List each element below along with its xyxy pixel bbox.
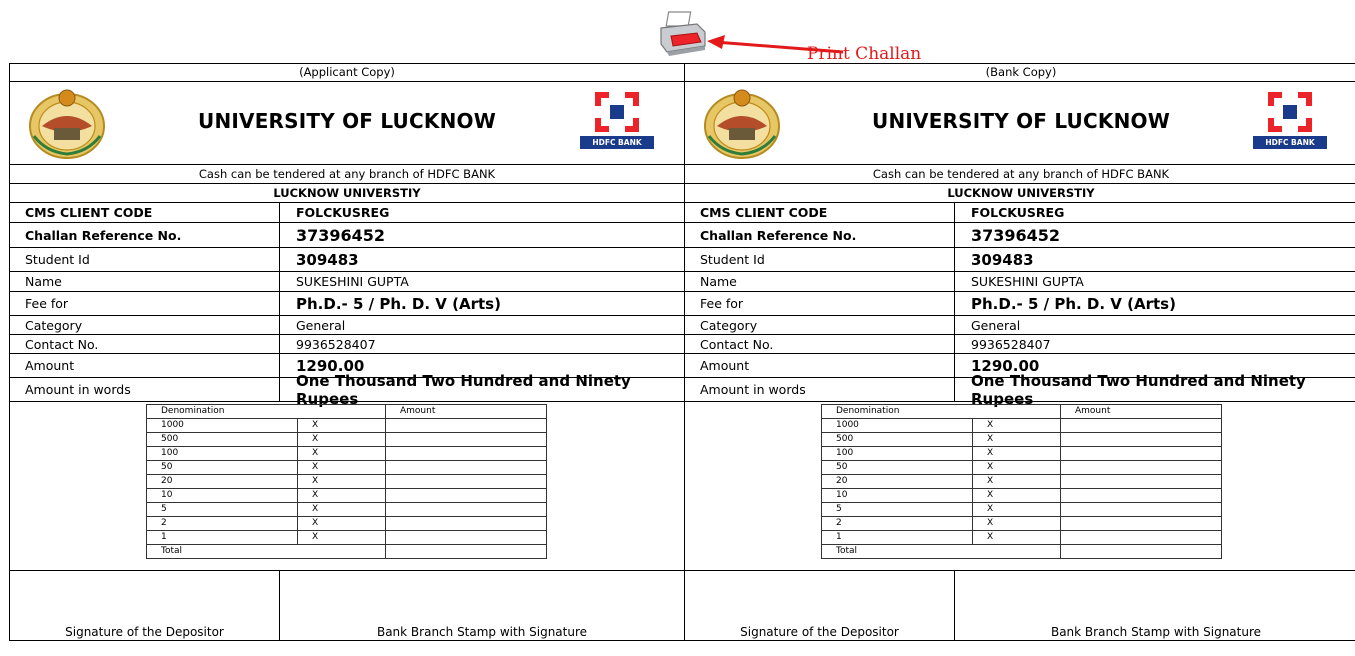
multiply-sign: X — [298, 531, 386, 545]
multiply-sign: X — [973, 447, 1061, 461]
signature-row — [685, 571, 1355, 641]
challan-label: Challan Reference No. — [685, 223, 955, 247]
challan-value: 37396452 — [296, 225, 386, 245]
denomination-header: Denomination — [147, 405, 386, 419]
fee-value: Ph.D.- 5 / Ph. D. V (Arts) — [296, 294, 501, 313]
denom-value: 1 — [147, 531, 298, 545]
denom-value: 1000 — [147, 419, 298, 433]
name-row — [10, 272, 684, 292]
multiply-sign: X — [973, 489, 1061, 503]
amount-header: Amount — [1061, 405, 1222, 419]
table-row — [822, 405, 1222, 419]
hdfc-logo-icon — [595, 92, 639, 132]
copy-caption: (Applicant Copy) — [10, 64, 684, 82]
cms-label: CMS CLIENT CODE — [685, 203, 955, 222]
words-value: One Thousand Two Hundred and Ninety Rupees — [296, 371, 631, 408]
hdfc-logo — [1253, 92, 1327, 150]
bank-copy — [684, 63, 1355, 641]
depositor-signature: Signature of the Depositor — [685, 571, 955, 641]
denom-value: 50 — [822, 461, 973, 475]
name-value: SUKESHINI GUPTA — [296, 274, 409, 289]
amount-cell — [1061, 503, 1222, 517]
amount-cell — [1061, 517, 1222, 531]
category-row — [10, 316, 684, 335]
challan-header — [10, 82, 684, 165]
amount-cell — [386, 503, 547, 517]
amount-cell — [1061, 419, 1222, 433]
multiply-sign: X — [973, 419, 1061, 433]
applicant-copy — [9, 63, 684, 641]
multiply-sign: X — [298, 503, 386, 517]
print-challan-area — [655, 8, 922, 66]
total-label: Total — [822, 545, 1061, 559]
denom-value: 500 — [822, 433, 973, 447]
table-row — [147, 433, 547, 447]
printer-icon[interactable] — [657, 10, 707, 56]
amount-cell — [386, 531, 547, 545]
university-subtitle: LUCKNOW UNIVERSTIY — [10, 184, 684, 203]
hdfc-logo-icon — [1268, 92, 1312, 132]
amount-cell — [1061, 461, 1222, 475]
copy-caption: (Bank Copy) — [685, 64, 1355, 82]
category-label: Category — [10, 316, 280, 334]
fee-label: Fee for — [685, 292, 955, 315]
cms-label: CMS CLIENT CODE — [10, 203, 280, 222]
table-row — [147, 461, 547, 475]
contact-value: 9936528407 — [971, 336, 1051, 352]
table-row — [822, 461, 1222, 475]
signature-row — [10, 571, 684, 641]
category-label: Category — [685, 316, 955, 334]
multiply-sign: X — [973, 461, 1061, 475]
denom-value: 5 — [822, 503, 973, 517]
amount-label: Amount — [685, 354, 955, 377]
university-subtitle: LUCKNOW UNIVERSTIY — [685, 184, 1355, 203]
denom-value: 10 — [147, 489, 298, 503]
denomination-area — [685, 402, 1355, 571]
total-amount-cell — [1061, 545, 1222, 559]
university-title: UNIVERSITY OF LUCKNOW — [872, 109, 1170, 133]
amount-cell — [386, 447, 547, 461]
category-value: General — [296, 317, 346, 333]
multiply-sign: X — [298, 475, 386, 489]
bank-stamp-signature: Bank Branch Stamp with Signature — [376, 625, 588, 639]
student-value: 309483 — [971, 250, 1034, 269]
contact-row — [10, 335, 684, 354]
amount-cell — [1061, 447, 1222, 461]
contact-label: Contact No. — [10, 335, 280, 353]
contact-row — [685, 335, 1355, 354]
multiply-sign: X — [973, 433, 1061, 447]
denom-value: 2 — [822, 517, 973, 531]
denom-value: 1000 — [822, 419, 973, 433]
tender-note: Cash can be tendered at any branch of HDFC BANK — [685, 165, 1355, 184]
multiply-sign: X — [298, 489, 386, 503]
denomination-table — [146, 404, 547, 559]
words-row — [685, 371, 1355, 408]
table-row — [147, 489, 547, 503]
table-row — [822, 433, 1222, 447]
hdfc-bank-label: HDFC BANK — [580, 136, 654, 149]
denom-value: 500 — [147, 433, 298, 447]
student-row — [10, 248, 684, 272]
amount-cell — [386, 489, 547, 503]
fee-value: Ph.D.- 5 / Ph. D. V (Arts) — [971, 294, 1176, 313]
denom-value: 2 — [147, 517, 298, 531]
amount-cell — [1061, 475, 1222, 489]
fee-label: Fee for — [10, 292, 280, 315]
category-row — [685, 316, 1355, 335]
table-row — [147, 475, 547, 489]
contact-label: Contact No. — [685, 335, 955, 353]
total-amount-cell — [386, 545, 547, 559]
fee-row — [10, 292, 684, 316]
name-label: Name — [685, 272, 955, 291]
table-row — [822, 489, 1222, 503]
amount-value: 1290.00 — [971, 356, 1040, 375]
multiply-sign: X — [973, 517, 1061, 531]
table-row — [822, 447, 1222, 461]
denom-value: 50 — [147, 461, 298, 475]
denomination-area — [10, 402, 684, 571]
university-emblem-icon — [24, 86, 110, 160]
denom-value: 10 — [822, 489, 973, 503]
challan-label: Challan Reference No. — [10, 223, 280, 247]
student-row — [685, 248, 1355, 272]
category-value: General — [971, 317, 1021, 333]
challan-value: 37396452 — [971, 225, 1061, 245]
words-label: Amount in words — [10, 378, 280, 401]
cms-row — [10, 203, 684, 223]
depositor-signature: Signature of the Depositor — [10, 571, 280, 641]
denom-value: 100 — [822, 447, 973, 461]
table-row — [147, 531, 547, 545]
challan-row — [10, 223, 684, 248]
university-title: UNIVERSITY OF LUCKNOW — [198, 109, 496, 133]
cms-value: FOLCKUSREG — [296, 205, 390, 220]
student-label: Student Id — [10, 248, 280, 271]
hdfc-logo — [580, 92, 654, 150]
challan-row — [685, 223, 1355, 248]
amount-label: Amount — [10, 354, 280, 377]
total-label: Total — [147, 545, 386, 559]
table-row — [822, 545, 1222, 559]
multiply-sign: X — [298, 447, 386, 461]
denom-value: 20 — [147, 475, 298, 489]
amount-cell — [1061, 489, 1222, 503]
bank-stamp-signature: Bank Branch Stamp with Signature — [1050, 625, 1262, 639]
amount-cell — [386, 433, 547, 447]
amount-cell — [386, 475, 547, 489]
amount-cell — [386, 461, 547, 475]
amount-cell — [386, 419, 547, 433]
multiply-sign: X — [298, 461, 386, 475]
table-row — [822, 475, 1222, 489]
amount-value: 1290.00 — [296, 356, 365, 375]
multiply-sign: X — [973, 475, 1061, 489]
denomination-header: Denomination — [822, 405, 1061, 419]
table-row — [822, 503, 1222, 517]
amount-cell — [1061, 433, 1222, 447]
student-value: 309483 — [296, 250, 359, 269]
fee-row — [685, 292, 1355, 316]
words-row — [10, 371, 684, 408]
table-row — [147, 517, 547, 531]
denom-value: 20 — [822, 475, 973, 489]
table-row — [147, 405, 547, 419]
multiply-sign: X — [973, 503, 1061, 517]
hdfc-bank-label: HDFC BANK — [1253, 136, 1327, 149]
table-row — [822, 531, 1222, 545]
table-row — [822, 517, 1222, 531]
amount-header: Amount — [386, 405, 547, 419]
multiply-sign: X — [298, 517, 386, 531]
denom-value: 100 — [147, 447, 298, 461]
contact-value: 9936528407 — [296, 336, 376, 352]
amount-cell — [1061, 531, 1222, 545]
multiply-sign: X — [298, 433, 386, 447]
challan-header — [685, 82, 1355, 165]
table-row — [147, 545, 547, 559]
table-row — [147, 447, 547, 461]
words-label: Amount in words — [685, 378, 955, 401]
table-row — [822, 419, 1222, 433]
denom-value: 5 — [147, 503, 298, 517]
name-value: SUKESHINI GUPTA — [971, 274, 1084, 289]
print-challan-link[interactable]: Print Challan — [807, 44, 922, 64]
denom-value: 1 — [822, 531, 973, 545]
university-emblem-icon — [699, 86, 785, 160]
table-row — [147, 419, 547, 433]
multiply-sign: X — [298, 419, 386, 433]
words-value: One Thousand Two Hundred and Ninety Rupees — [971, 371, 1306, 408]
amount-cell — [386, 517, 547, 531]
denomination-table — [821, 404, 1222, 559]
name-row — [685, 272, 1355, 292]
multiply-sign: X — [973, 531, 1061, 545]
cms-row — [685, 203, 1355, 223]
student-label: Student Id — [685, 248, 955, 271]
name-label: Name — [10, 272, 280, 291]
table-row — [147, 503, 547, 517]
tender-note: Cash can be tendered at any branch of HDFC BANK — [10, 165, 684, 184]
cms-value: FOLCKUSREG — [971, 205, 1065, 220]
